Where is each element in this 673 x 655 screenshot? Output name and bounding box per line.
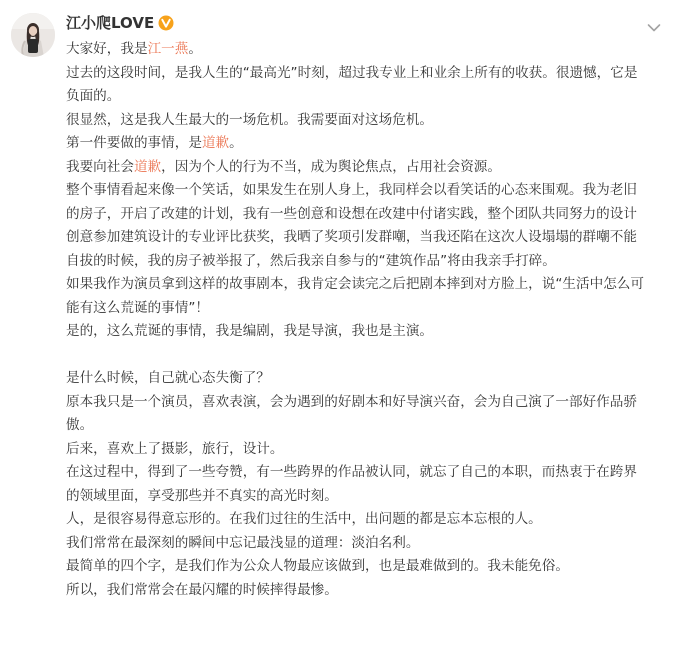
post-line: 最简单的四个字，是我们作为公众人物最应该做到，也是最难做到的。我未能免俗。	[66, 558, 569, 574]
avatar-photo	[11, 13, 55, 57]
post-line: 整个事情看起来像一个笑话，如果发生在别人身上，我同样会以看笑话的心态来围观。我为老旧	[66, 182, 637, 198]
post-line: 是什么时候，自己就心态失衡了？	[66, 370, 270, 386]
post-line: 原本我只是一个演员，喜欢表演，会为遇到的好剧本和好导演兴奋，会为自己演了一部好作品骄	[66, 393, 637, 410]
verified-v-badge-icon	[158, 15, 174, 31]
post-line: 是的，这么荒诞的事情，我是编剧，我是导演，我也是主演。	[66, 323, 434, 339]
post-header	[66, 12, 174, 34]
highlighted-link[interactable]: 道歉	[133, 158, 162, 175]
post-text: 我要向社会	[66, 158, 134, 175]
post-body	[66, 38, 666, 602]
post-line	[66, 156, 666, 180]
post-line: 在这过程中，得到了一些夸赞，有一些跨界的作品被认同，就忘了自己的本职，而热衷于在跨界	[66, 464, 637, 480]
post-line: 人，是很容易得意忘形的。在我们过往的生活中，出问题的都是忘本忘根的人。	[66, 511, 542, 527]
post-line: 能有这么荒诞的事情”！	[66, 299, 209, 316]
post-line: 后来，喜欢上了摄影，旅行，设计。	[66, 440, 284, 457]
chevron-down-icon[interactable]	[647, 18, 661, 28]
post-line: 如果我作为演员拿到这样的故事剧本，我肯定会读完之后把剧本摔到对方脸上，说“生活中怎么可	[66, 276, 644, 292]
post-line: 过去的这段时间，是我人生的“最高光”时刻，超过我专业上和业余上所有的收获。很遗憾，它是	[66, 64, 638, 81]
post-line	[66, 38, 666, 62]
post-line: 的领域里面，享受那些并不真实的高光时刻。	[66, 487, 338, 504]
post-line: 创意参加建筑设计的专业评比获奖，我晒了奖项引发群嘲，当我还陷在这次人设塌塌的群嘲不能	[66, 229, 637, 245]
post-text: 大家好，我是	[66, 41, 148, 57]
post-text: 。	[229, 135, 243, 151]
highlighted-link[interactable]: 道歉	[201, 135, 230, 151]
post-text: ，因为个人的行为不当，成为舆论焦点，占用社会资源。	[161, 158, 501, 175]
post-line: 傲。	[66, 417, 94, 433]
post-line: 的房子，开启了改建的计划，我有一些创意和设想在改建中付诸实践，整个团队共同努力的设计	[66, 205, 637, 222]
post-line	[66, 132, 666, 156]
post-text: 第一件要做的事情，是	[66, 135, 202, 151]
post-text: 。	[188, 41, 202, 57]
post-line: 我们常常在最深刻的瞬间中忘记最浅显的道理：淡泊名利。	[66, 534, 420, 551]
avatar[interactable]	[11, 13, 55, 57]
post-line: 负面的。	[66, 88, 121, 104]
paragraph-spacer	[66, 344, 666, 368]
username[interactable]: 江小爬LOVE	[66, 14, 155, 32]
post-line: 很显然，这是我人生最大的一场危机。我需要面对这场危机。	[66, 111, 434, 128]
post-line: 所以，我们常常会在最闪耀的时候摔得最惨。	[66, 581, 338, 598]
post-line: 自拔的时候，我的房子被举报了，然后我亲自参与的“建筑作品”将由我亲手打碎。	[66, 252, 556, 269]
highlighted-link[interactable]: 江一燕	[147, 41, 189, 57]
